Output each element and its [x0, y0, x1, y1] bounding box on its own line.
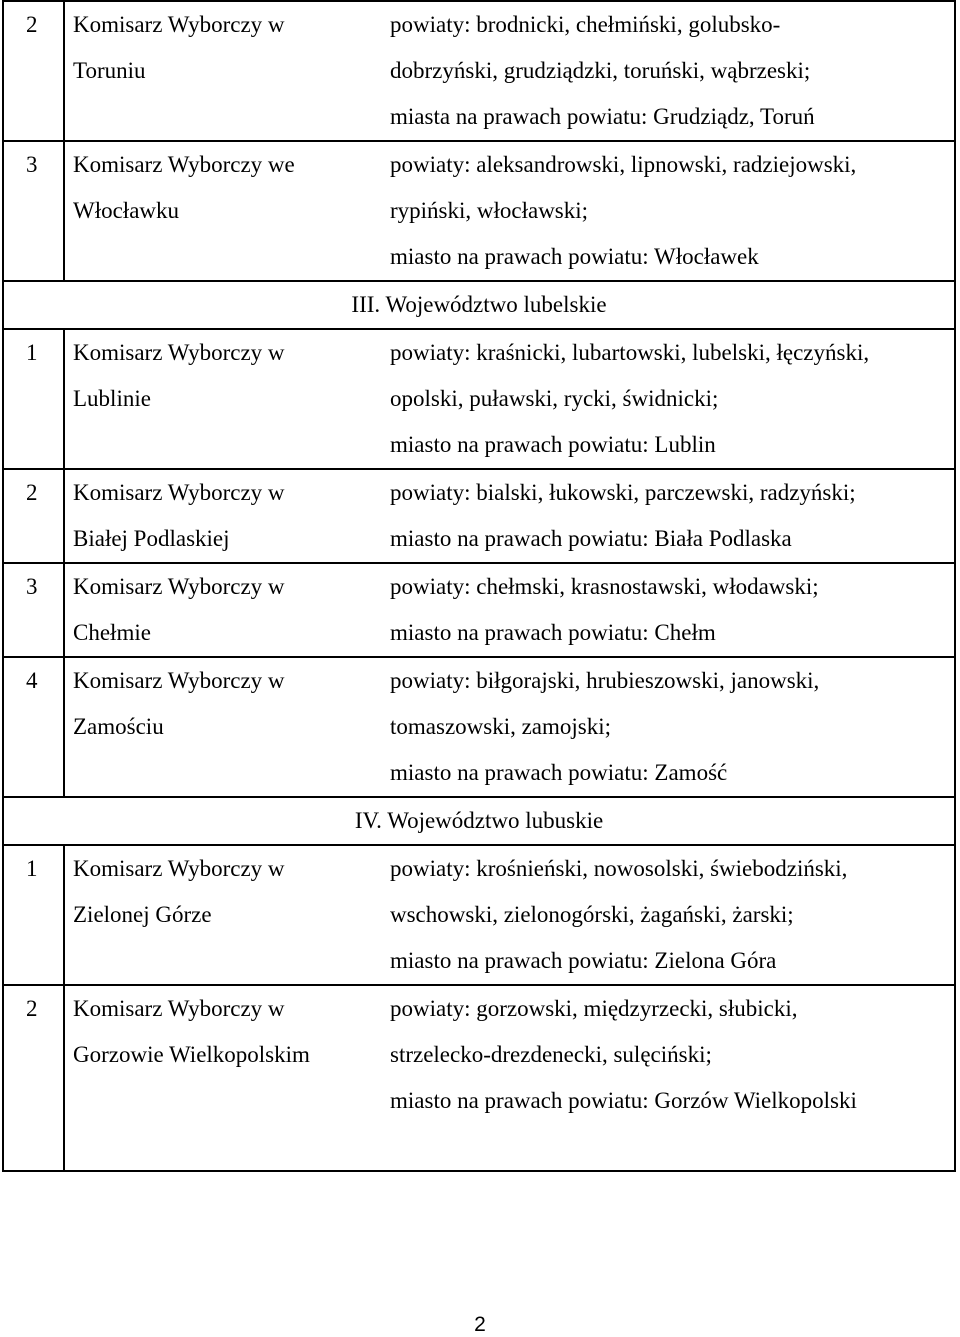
- row-number: 1: [3, 845, 64, 985]
- commissioner-name: Komisarz Wyborczy we Włocławku: [64, 141, 376, 281]
- table-row: [3, 985, 955, 1171]
- section-header-row: [3, 281, 955, 329]
- table-row: [3, 563, 955, 657]
- row-number: 3: [3, 563, 64, 657]
- row-number: 3: [3, 141, 64, 281]
- row-number: 2: [3, 985, 64, 1171]
- district-description: powiaty: brodnicki, chełmiński, golubsko- dobrzyński, grudziądzki, toruński, wąbrzeski; miasta na prawach powiatu: Grudziądz, Toruń: [376, 1, 955, 141]
- page-number: 2: [474, 1313, 486, 1336]
- district-description: powiaty: chełmski, krasnostawski, włodawski; miasto na prawach powiatu: Chełm: [376, 563, 955, 657]
- commissioner-name: Komisarz Wyborczy w Gorzowie Wielkopolskim: [64, 985, 376, 1171]
- cell-spacer: [390, 1124, 954, 1170]
- commissioner-name: Komisarz Wyborczy w Zamościu: [64, 657, 376, 797]
- district-description: powiaty: gorzowski, międzyrzecki, słubicki, strzelecko-drezdenecki, sulęciński; miasto na prawach powiatu: Gorzów Wielkopolski: [376, 985, 955, 1171]
- district-description: powiaty: aleksandrowski, lipnowski, radziejowski, rypiński, włocławski; miasto na prawach powiatu: Włocławek: [376, 141, 955, 281]
- district-description: powiaty: bialski, łukowski, parczewski, radzyński; miasto na prawach powiatu: Biała Podlaska: [376, 469, 955, 563]
- section-title-lubelskie: III. Województwo lubelskie: [3, 281, 955, 329]
- row-number: 4: [3, 657, 64, 797]
- table-row: [3, 657, 955, 797]
- district-description: powiaty: krośnieński, nowosolski, świebodziński, wschowski, zielonogórski, żagański, żarski; miasto na prawach powiatu: Zielona Góra: [376, 845, 955, 985]
- section-title-lubuskie: IV. Województwo lubuskie: [3, 797, 955, 845]
- districts-table: [2, 0, 956, 1172]
- commissioner-name: Komisarz Wyborczy w Chełmie: [64, 563, 376, 657]
- table-row: [3, 845, 955, 985]
- district-description: powiaty: biłgorajski, hrubieszowski, janowski, tomaszowski, zamojski; miasto na prawach powiatu: Zamość: [376, 657, 955, 797]
- table-row: [3, 469, 955, 563]
- district-description: powiaty: kraśnicki, lubartowski, lubelski, łęczyński, opolski, puławski, rycki, świdnicki; miasto na prawach powiatu: Lublin: [376, 329, 955, 469]
- commissioner-name: Komisarz Wyborczy w Toruniu: [64, 1, 376, 141]
- table-row: [3, 329, 955, 469]
- commissioner-name: Komisarz Wyborczy w Białej Podlaskiej: [64, 469, 376, 563]
- row-number: 2: [3, 1, 64, 141]
- row-number: 1: [3, 329, 64, 469]
- section-header-row: [3, 797, 955, 845]
- table-row: [3, 1, 955, 141]
- commissioner-name: Komisarz Wyborczy w Zielonej Górze: [64, 845, 376, 985]
- table-row: [3, 141, 955, 281]
- row-number: 2: [3, 469, 64, 563]
- commissioner-name: Komisarz Wyborczy w Lublinie: [64, 329, 376, 469]
